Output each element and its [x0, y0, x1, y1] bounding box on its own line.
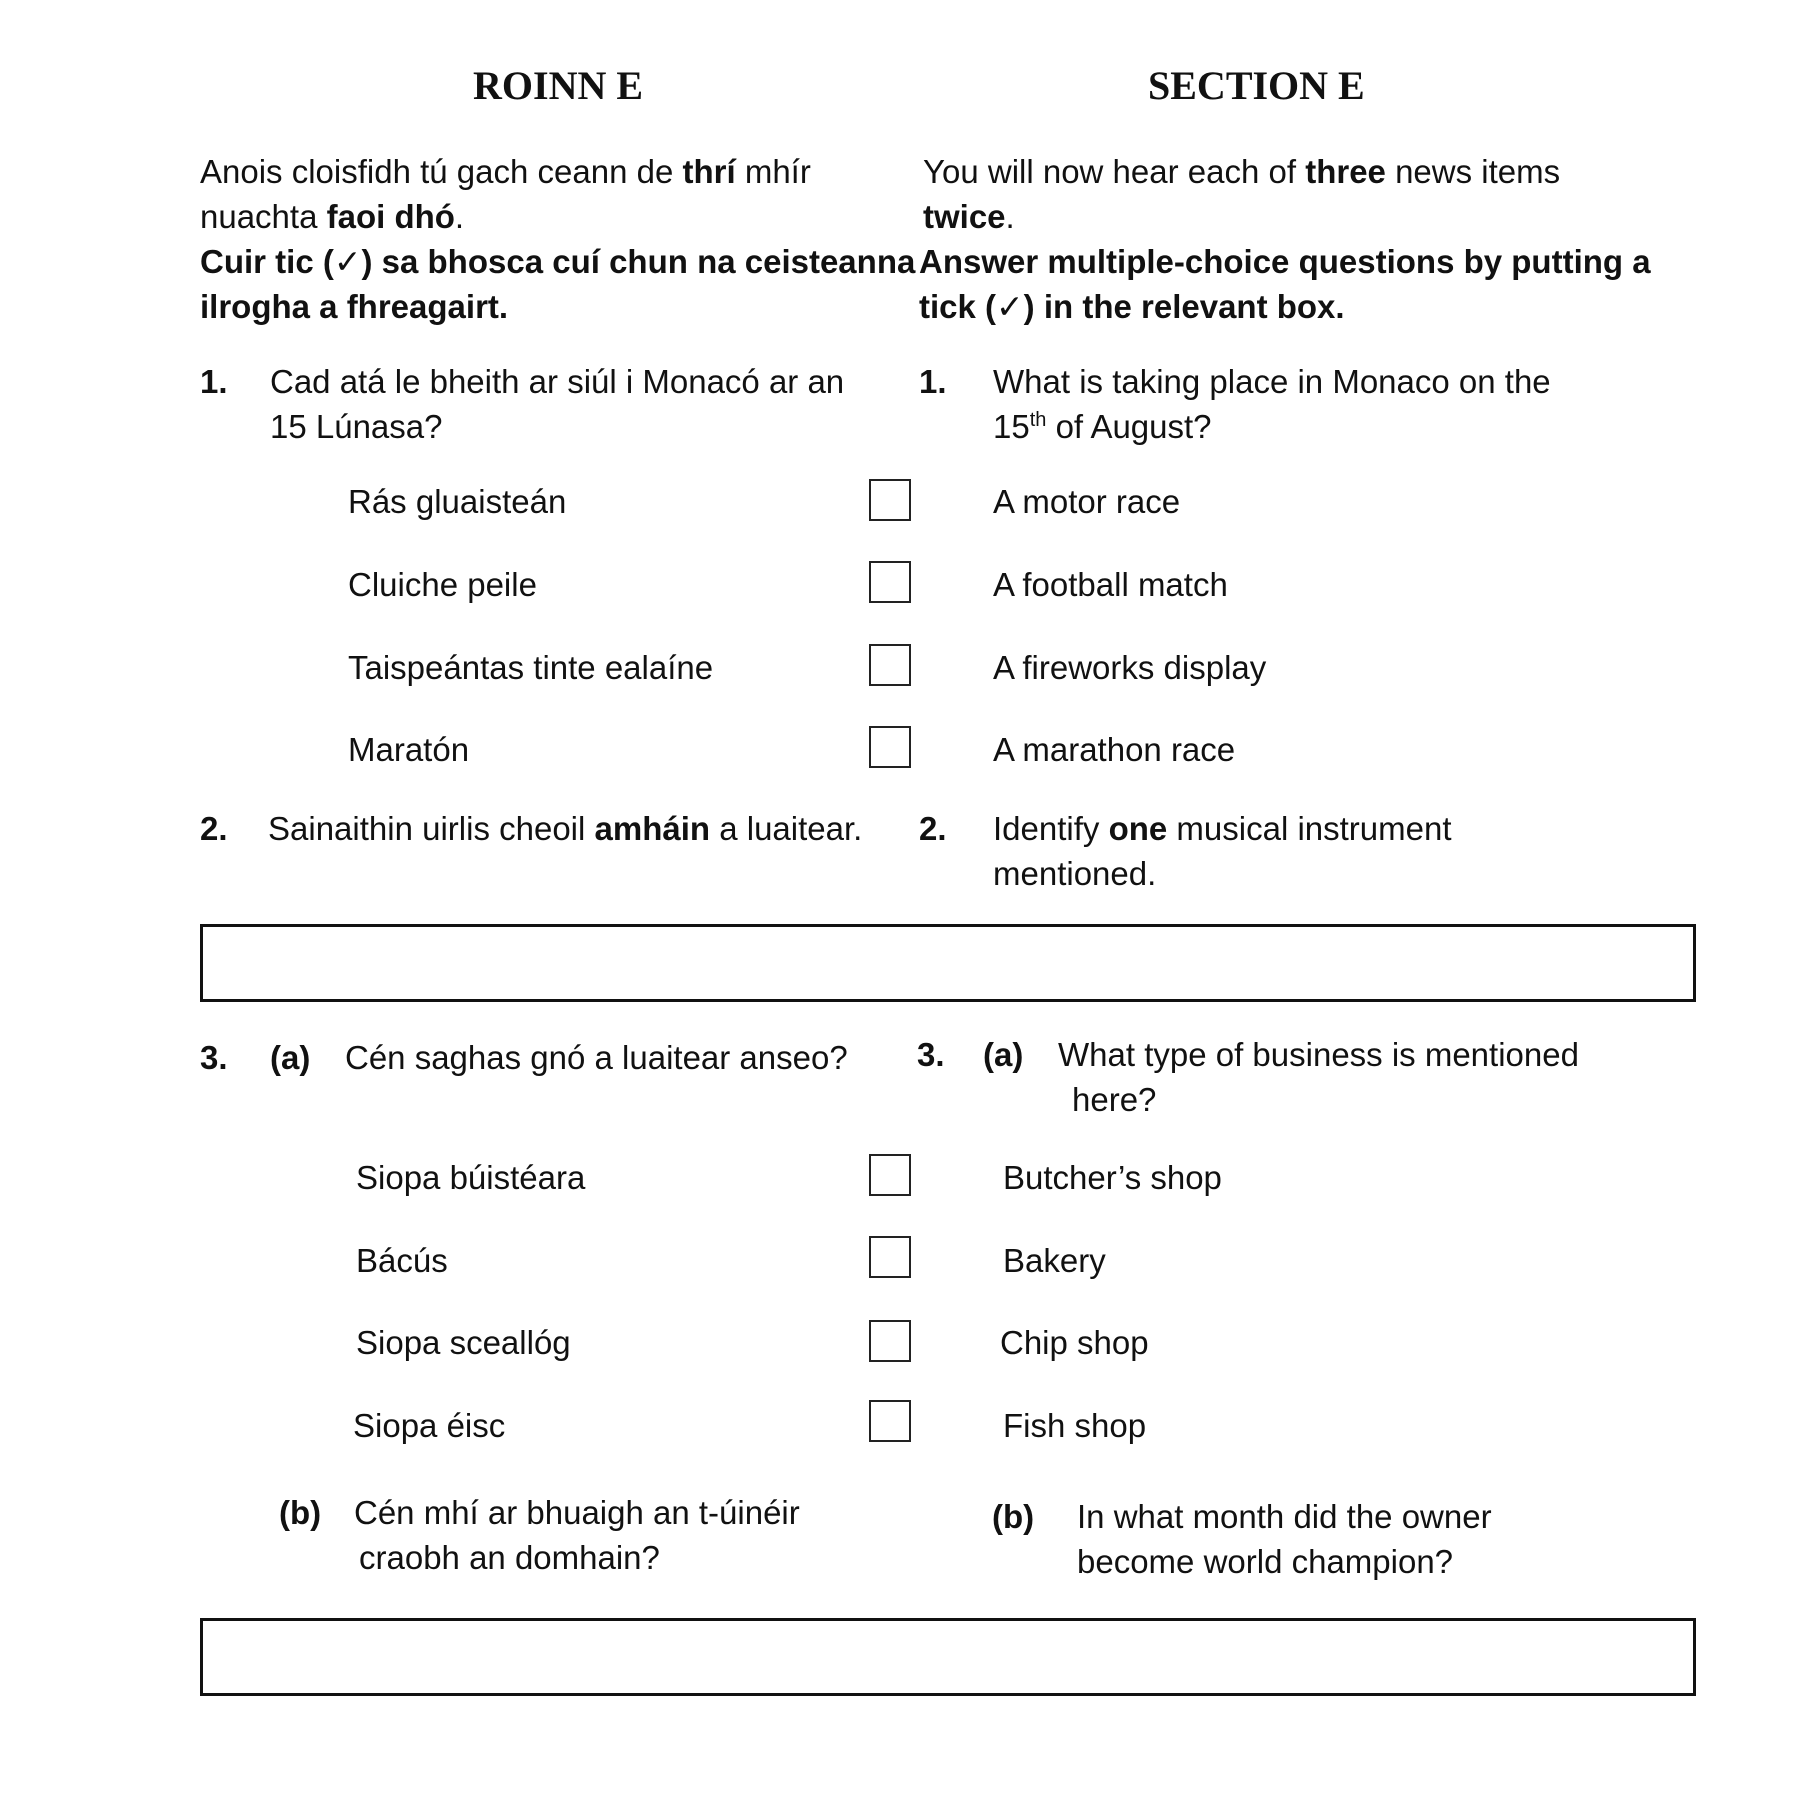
q1-english-line2 — [993, 404, 1212, 449]
q2-english-line2: mentioned. — [993, 855, 1157, 892]
q3b-irish-line2: craobh an domhain? — [359, 1539, 660, 1576]
heading-english: SECTION E — [1148, 63, 1365, 108]
q1-option-irish: Maratón — [348, 731, 470, 768]
q3b-label-irish: (b) — [279, 1494, 322, 1531]
q1-option-english: A football match — [993, 566, 1228, 603]
q1-option-3-checkbox[interactable] — [869, 644, 911, 686]
q3a-label-irish: (a) — [270, 1039, 311, 1076]
q3a-option-english: Butcher’s shop — [1003, 1159, 1222, 1196]
q1-number-english: 1. — [919, 363, 947, 400]
text-bold: three — [1305, 153, 1386, 190]
q3a-label-english: (a) — [983, 1036, 1024, 1073]
text-bold: faoi dhó — [326, 198, 455, 235]
q3-number-english: 3. — [917, 1036, 945, 1073]
q3a-option-english: Bakery — [1003, 1242, 1106, 1279]
text: nuachta — [200, 198, 327, 235]
text: . — [454, 198, 465, 235]
intro-irish-line1 — [200, 149, 811, 194]
q3b-english-line1: In what month did the owner — [1077, 1498, 1492, 1535]
intro-english-instruction-line2: tick (✓) in the relevant box. — [919, 288, 1345, 325]
q3a-option-irish: Siopa búistéara — [356, 1159, 586, 1196]
text-bold: amháin — [594, 810, 711, 847]
q3-number-irish: 3. — [200, 1039, 228, 1076]
q3a-option-irish: Siopa sceallóg — [356, 1324, 571, 1361]
q1-option-2-checkbox[interactable] — [869, 561, 911, 603]
q3a-option-irish: Bácús — [356, 1242, 448, 1279]
intro-english-line2 — [923, 194, 1015, 239]
q3b-answer-box[interactable] — [200, 1618, 1696, 1696]
q1-option-irish: Rás gluaisteán — [348, 483, 567, 520]
q2-number-irish: 2. — [200, 810, 228, 847]
intro-english-line1 — [923, 149, 1560, 194]
q1-irish-line1: Cad atá le bheith ar siúl i Monacó ar an — [270, 363, 845, 400]
intro-english-instruction-line1: Answer multiple-choice questions by putting a — [919, 243, 1651, 280]
q3a-option-3-checkbox[interactable] — [869, 1320, 911, 1362]
text: Identify — [993, 810, 1109, 847]
intro-irish-instruction-line1: Cuir tic (✓) sa bhosca cuí chun na ceisteanna — [200, 243, 916, 280]
q3a-option-irish: Siopa éisc — [353, 1407, 506, 1444]
q3a-english-line2: here? — [1072, 1081, 1157, 1118]
text: You will now hear each of — [923, 153, 1306, 190]
q1-number-irish: 1. — [200, 363, 228, 400]
q3b-irish-line1: Cén mhí ar bhuaigh an t-úinéir — [354, 1494, 800, 1531]
q1-option-4-checkbox[interactable] — [869, 726, 911, 768]
q1-option-english: A fireworks display — [993, 649, 1267, 686]
text-bold: twice — [923, 198, 1006, 235]
text: 15 — [993, 408, 1030, 445]
q3a-english-line1: What type of business is mentioned — [1058, 1036, 1579, 1073]
q3a-irish: Cén saghas gnó a luaitear anseo? — [345, 1039, 848, 1076]
q3b-label-english: (b) — [992, 1498, 1035, 1535]
intro-irish-instruction-line2: ilrogha a fhreagairt. — [200, 288, 509, 325]
text: musical instrument — [1167, 810, 1452, 847]
q1-irish-line2: 15 Lúnasa? — [270, 408, 443, 445]
q3a-option-english: Fish shop — [1003, 1407, 1147, 1444]
q1-option-english: A marathon race — [993, 731, 1236, 768]
text: Anois cloisfidh tú gach ceann de — [200, 153, 683, 190]
text: . — [1005, 198, 1015, 235]
intro-irish-line2 — [200, 194, 464, 239]
q3a-option-english: Chip shop — [1000, 1324, 1149, 1361]
q2-answer-box[interactable] — [200, 924, 1696, 1002]
q1-option-english: A motor race — [993, 483, 1181, 520]
heading-irish: ROINN E — [473, 63, 644, 108]
q1-english-line1: What is taking place in Monaco on the — [993, 363, 1551, 400]
superscript: th — [1029, 409, 1047, 431]
q3a-option-2-checkbox[interactable] — [869, 1236, 911, 1278]
text-bold: thrí — [682, 153, 736, 190]
text: a luaitear. — [710, 810, 863, 847]
q2-number-english: 2. — [919, 810, 947, 847]
text: of August? — [1046, 408, 1212, 445]
q1-option-irish: Cluiche peile — [348, 566, 537, 603]
text: news items — [1385, 153, 1561, 190]
q3b-english-line2: become world champion? — [1077, 1543, 1454, 1580]
q2-english-line1 — [993, 806, 1452, 851]
q1-option-irish: Taispeántas tinte ealaíne — [348, 649, 714, 686]
q2-irish — [268, 806, 862, 851]
text: mhír — [735, 153, 811, 190]
text: Sainaithin uirlis cheoil — [268, 810, 595, 847]
text-bold: one — [1108, 810, 1168, 847]
q3a-option-4-checkbox[interactable] — [869, 1400, 911, 1442]
q1-option-1-checkbox[interactable] — [869, 479, 911, 521]
q3a-option-1-checkbox[interactable] — [869, 1154, 911, 1196]
